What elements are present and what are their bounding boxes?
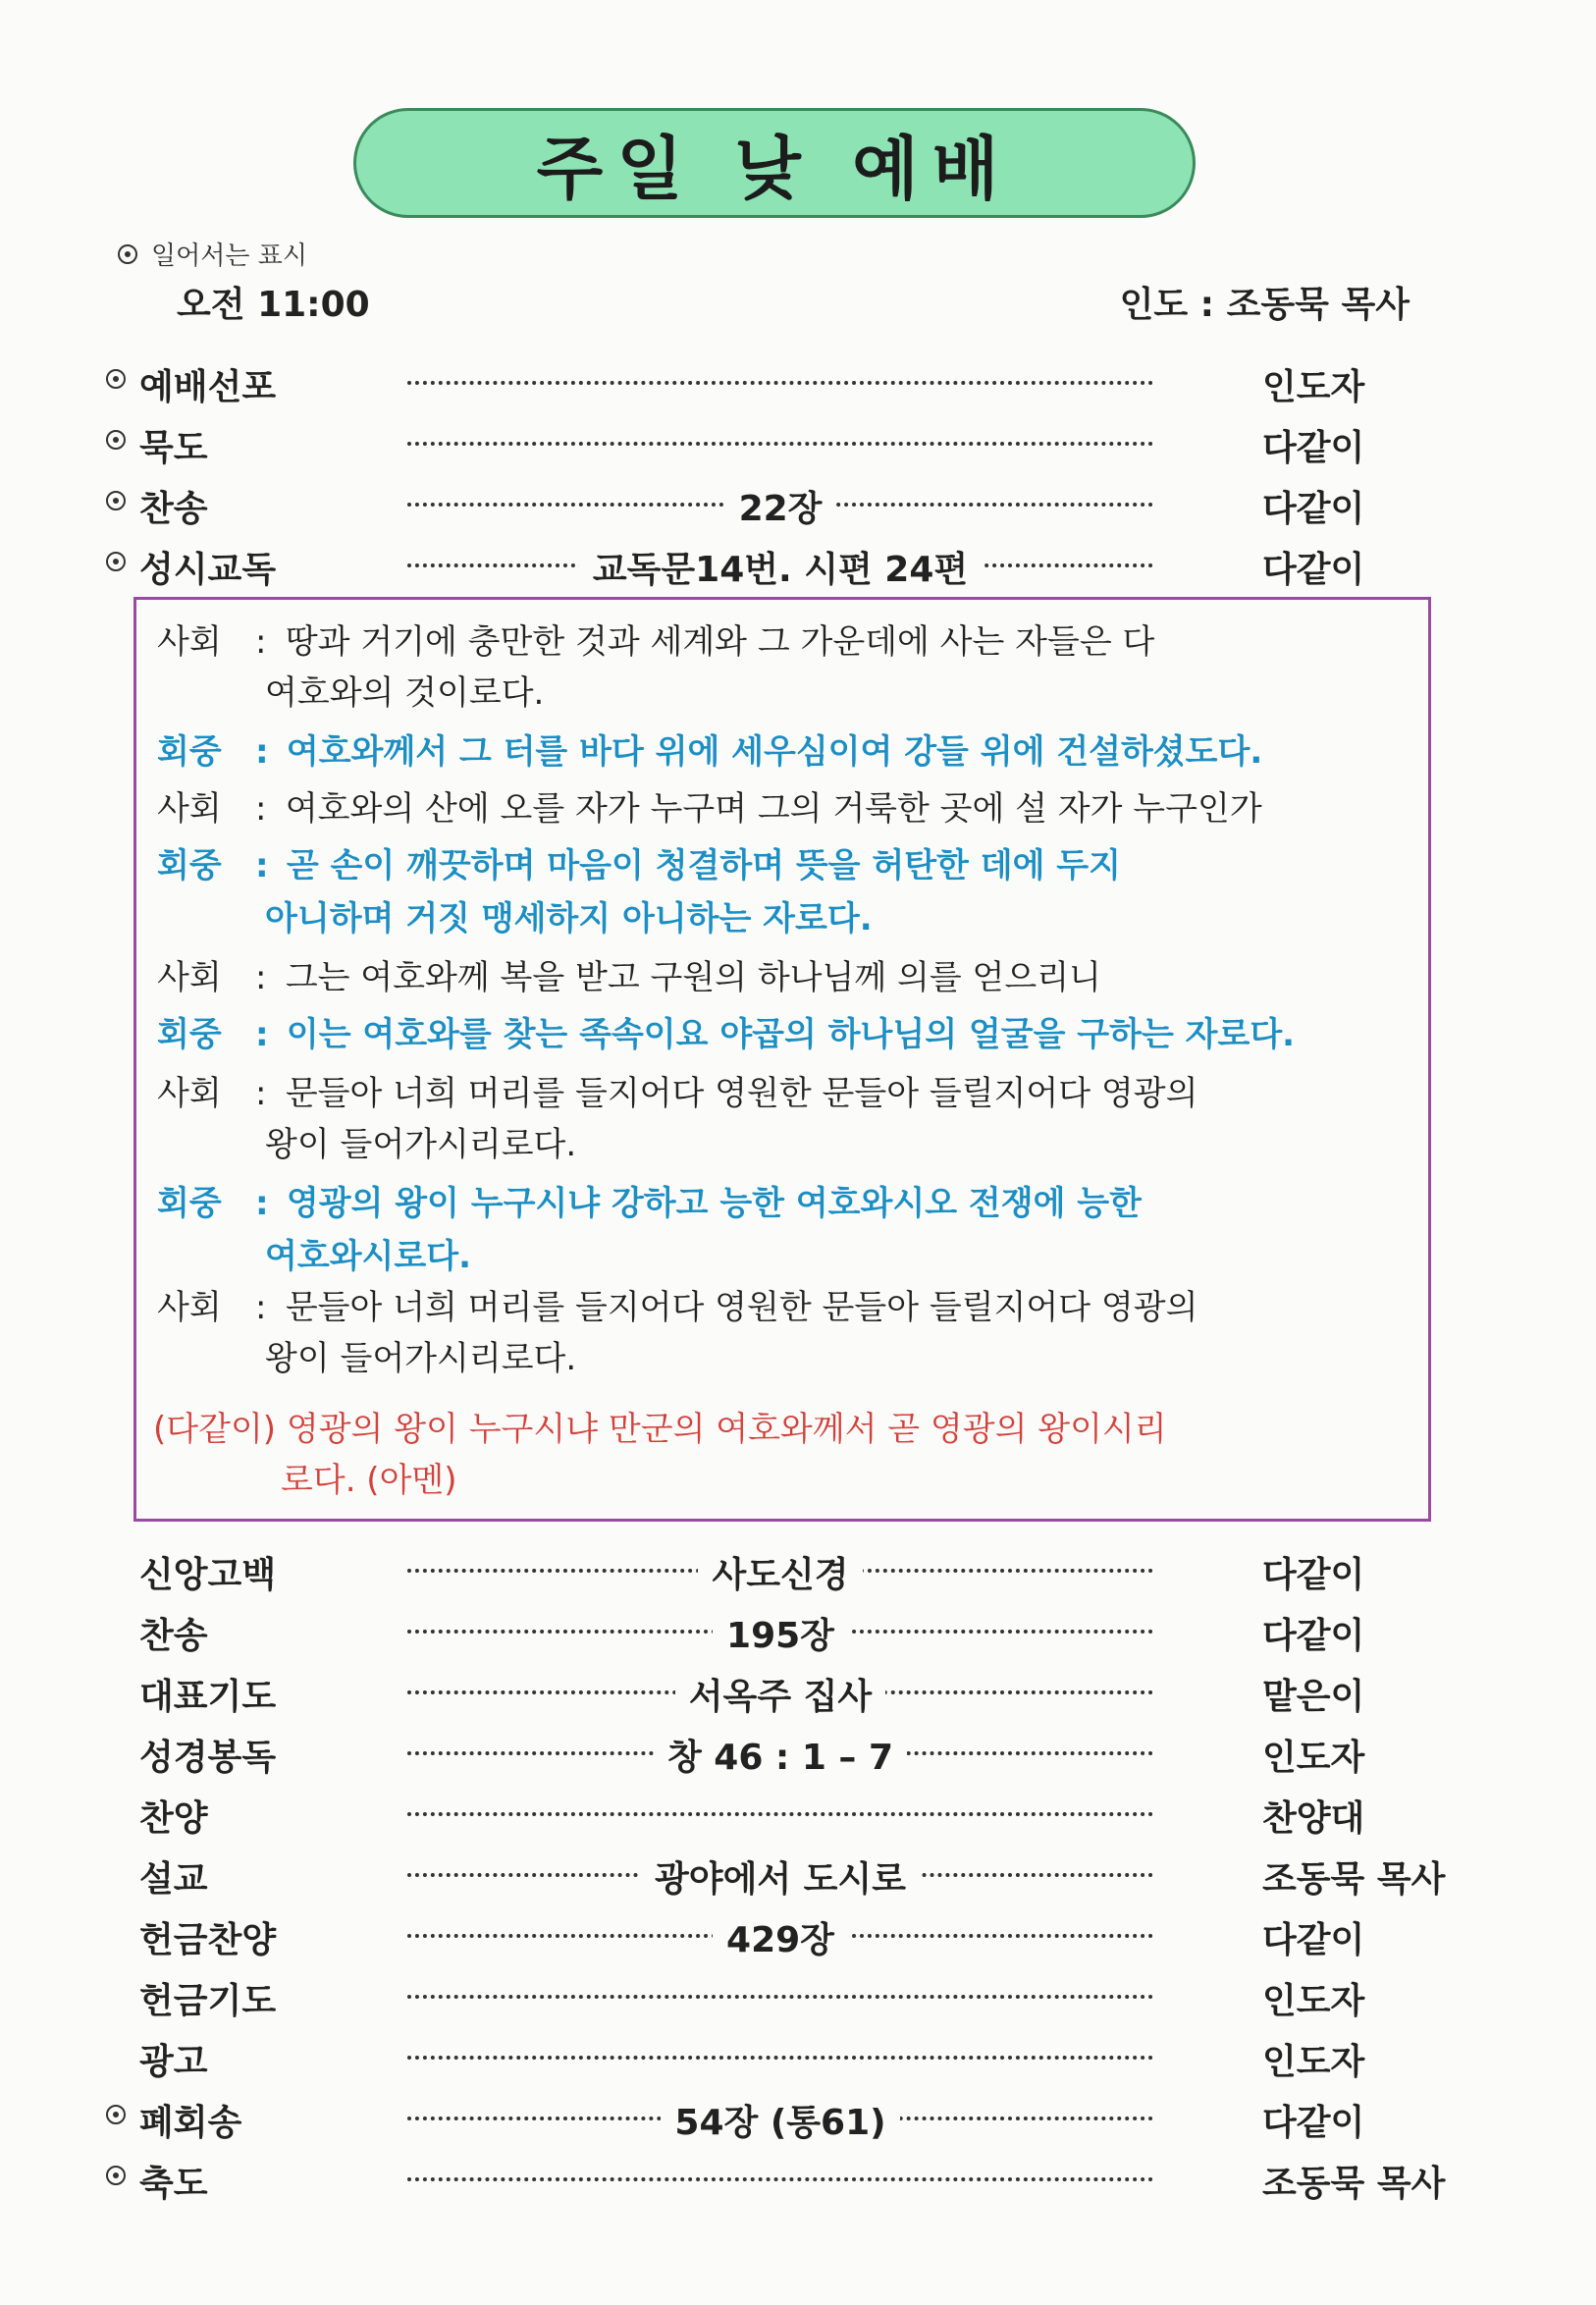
speaker-label: 사회 <box>157 1288 222 1327</box>
order-item <box>0 1844 1596 1899</box>
order-item <box>0 2026 1596 2081</box>
legend-text: 일어서는 표시 <box>151 241 307 271</box>
order-item-role: 인도자 <box>1262 1981 1365 2021</box>
order-item-role: 다같이 <box>1262 428 1365 468</box>
reading-text: 땅과 거기에 충만한 것과 세계와 그 가운데에 사는 자들은 다 <box>285 622 1155 662</box>
order-item-label: 성시교독 <box>139 550 277 590</box>
dot-leader <box>407 442 1153 446</box>
dot-leader <box>407 2056 1153 2060</box>
order-item-content: 54장 (통61) <box>407 2095 1153 2145</box>
order-item-role: 조동묵 목사 <box>1262 1859 1446 1900</box>
order-item-role: 인도자 <box>1262 367 1365 407</box>
order-item <box>0 2148 1596 2203</box>
service-time: 오전 11:00 <box>177 285 370 325</box>
order-item-role: 다같이 <box>1262 1616 1365 1656</box>
order-item-content: 서옥주 집사 <box>407 1669 1153 1719</box>
order-item <box>0 1600 1596 1655</box>
order-item-content: 교독문14번. 시편 24편 <box>407 542 1153 592</box>
order-item-content: 429장 <box>407 1912 1153 1962</box>
order-item <box>0 1965 1596 2020</box>
order-item-label: 폐회송 <box>139 2103 242 2143</box>
order-item <box>0 1904 1596 1959</box>
standing-mark-icon <box>106 2166 126 2185</box>
speaker-label: 사회 <box>157 958 222 997</box>
congregation-line: 회중 : 영광의 왕이 누구시냐 강하고 능한 여호와시오 전쟁에 능한 <box>157 1178 1404 1229</box>
order-item-label: 광고 <box>139 2042 208 2082</box>
order-item <box>0 1661 1596 1716</box>
dot-leader <box>407 1995 1153 1999</box>
order-item-content: 22장 <box>407 481 1153 531</box>
order-item <box>0 473 1596 528</box>
dot-leader <box>407 1812 1153 1816</box>
standing-mark-icon <box>106 552 126 571</box>
dot-leader <box>407 381 1153 385</box>
order-item-role: 다같이 <box>1262 1920 1365 1960</box>
reading-text: 그는 여호와께 복을 받고 구원의 하나님께 의를 얻으리니 <box>285 958 1101 997</box>
order-item-label: 성경봉독 <box>139 1738 277 1778</box>
page-title: 주일 낮 예배 <box>536 128 1013 209</box>
congregation-line: 회중 : 곧 손이 깨끗하며 마음이 청결하며 뜻을 허탄한 데에 두지 <box>157 840 1404 891</box>
order-item-content: 195장 <box>407 1608 1153 1658</box>
speaker-label: 사회 <box>157 1074 222 1113</box>
reading-text: 이는 여호와를 찾는 족속이요 야곱의 하나님의 얼굴을 구하는 자로다. <box>286 1015 1296 1054</box>
order-item-role: 다같이 <box>1262 1555 1365 1595</box>
order-item-label: 헌금찬양 <box>139 1920 277 1960</box>
standing-mark-icon <box>106 491 126 510</box>
reading-continuation: 여호와시로다. <box>265 1237 471 1276</box>
order-item-label: 신앙고백 <box>139 1555 277 1595</box>
order-item-label: 축도 <box>139 2164 208 2204</box>
reading-text: 영광의 왕이 누구시냐 강하고 능한 여호와시오 전쟁에 능한 <box>286 1184 1142 1223</box>
reading-text: 여호와의 산에 오를 자가 누구며 그의 거룩한 곳에 설 자가 누구인가 <box>285 789 1262 829</box>
order-item-label: 찬송 <box>139 489 208 529</box>
reading-text: 문들아 너희 머리를 들지어다 영원한 문들아 들릴지어다 영광의 <box>285 1288 1198 1327</box>
standing-mark-icon <box>106 430 126 450</box>
standing-mark-icon <box>106 369 126 389</box>
service-leader: 인도 : 조동묵 목사 <box>1119 285 1410 325</box>
order-item-content: 광야에서 도시로 <box>407 1851 1153 1902</box>
reading-continuation: 아니하며 거짓 맹세하지 아니하는 자로다. <box>265 899 873 938</box>
standing-legend <box>118 236 307 272</box>
order-item <box>0 1783 1596 1838</box>
leader-line: 사회 : 문들아 너희 머리를 들지어다 영원한 문들아 들릴지어다 영광의 <box>157 1282 1404 1333</box>
order-item-role: 다같이 <box>1262 489 1365 529</box>
reading-text: 문들아 너희 머리를 들지어다 영원한 문들아 들릴지어다 영광의 <box>285 1074 1198 1113</box>
order-item-label: 묵도 <box>139 428 208 468</box>
order-item-role: 맡은이 <box>1262 1677 1365 1717</box>
order-item-role: 찬양대 <box>1262 1798 1365 1839</box>
standing-mark-icon <box>118 244 137 264</box>
speaker-label: 사회 <box>157 622 222 662</box>
order-item <box>0 534 1596 589</box>
speaker-label: 회중 <box>157 1015 222 1054</box>
order-item <box>0 2087 1596 2142</box>
leader-line: 사회 : 땅과 거기에 충만한 것과 세계와 그 가운데에 사는 자들은 다 <box>157 616 1404 668</box>
order-item <box>0 412 1596 467</box>
order-item <box>0 1539 1596 1594</box>
dot-leader <box>407 2177 1153 2181</box>
all-together-line: (다같이) 영광의 왕이 누구시냐 만군의 여호와께서 곧 영광의 왕이시리 <box>153 1410 1167 1449</box>
all-together-continuation: 로다. (아멘) <box>281 1461 457 1500</box>
order-item <box>0 351 1596 406</box>
leader-line: 사회 : 그는 여호와께 복을 받고 구원의 하나님께 의를 얻으리니 <box>157 952 1404 1003</box>
speaker-label: 사회 <box>157 789 222 829</box>
order-item-role: 인도자 <box>1262 1738 1365 1778</box>
order-item-content: 창 46 : 1 – 7 <box>407 1730 1153 1780</box>
order-item-role: 다같이 <box>1262 550 1365 590</box>
reading-continuation: 여호와의 것이로다. <box>265 673 545 713</box>
order-item-label: 설교 <box>139 1859 208 1900</box>
order-item-label: 찬송 <box>139 1616 208 1656</box>
leader-line: 사회 : 문들아 너희 머리를 들지어다 영원한 문들아 들릴지어다 영광의 <box>157 1068 1404 1119</box>
order-item-label: 헌금기도 <box>139 1981 277 2021</box>
standing-mark-icon <box>106 2105 126 2124</box>
order-item-role: 조동묵 목사 <box>1262 2164 1446 2204</box>
order-item-label: 찬양 <box>139 1798 208 1839</box>
order-item-content: 사도신경 <box>407 1547 1153 1597</box>
speaker-label: 회중 <box>157 846 222 885</box>
order-item-role: 다같이 <box>1262 2103 1365 2143</box>
reading-continuation: 왕이 들어가시리로다. <box>265 1125 577 1164</box>
leader-line: 사회 : 여호와의 산에 오를 자가 누구며 그의 거룩한 곳에 설 자가 누구인가 <box>157 783 1404 834</box>
order-item-label: 대표기도 <box>139 1677 277 1717</box>
order-item-label: 예배선포 <box>139 367 277 407</box>
reading-continuation: 왕이 들어가시리로다. <box>265 1339 577 1378</box>
congregation-line: 회중 : 여호와께서 그 터를 바다 위에 세우심이여 강들 위에 건설하셨도다. <box>157 726 1404 777</box>
order-item <box>0 1722 1596 1777</box>
congregation-line: 회중 : 이는 여호와를 찾는 족속이요 야곱의 하나님의 얼굴을 구하는 자로다. <box>157 1009 1404 1060</box>
speaker-label: 회중 <box>157 1184 222 1223</box>
title-banner <box>353 108 1196 218</box>
reading-text: 곧 손이 깨끗하며 마음이 청결하며 뜻을 허탄한 데에 두지 <box>286 846 1121 885</box>
reading-text: 여호와께서 그 터를 바다 위에 세우심이여 강들 위에 건설하셨도다. <box>286 732 1263 772</box>
order-item-role: 인도자 <box>1262 2042 1365 2082</box>
speaker-label: 회중 <box>157 732 222 772</box>
